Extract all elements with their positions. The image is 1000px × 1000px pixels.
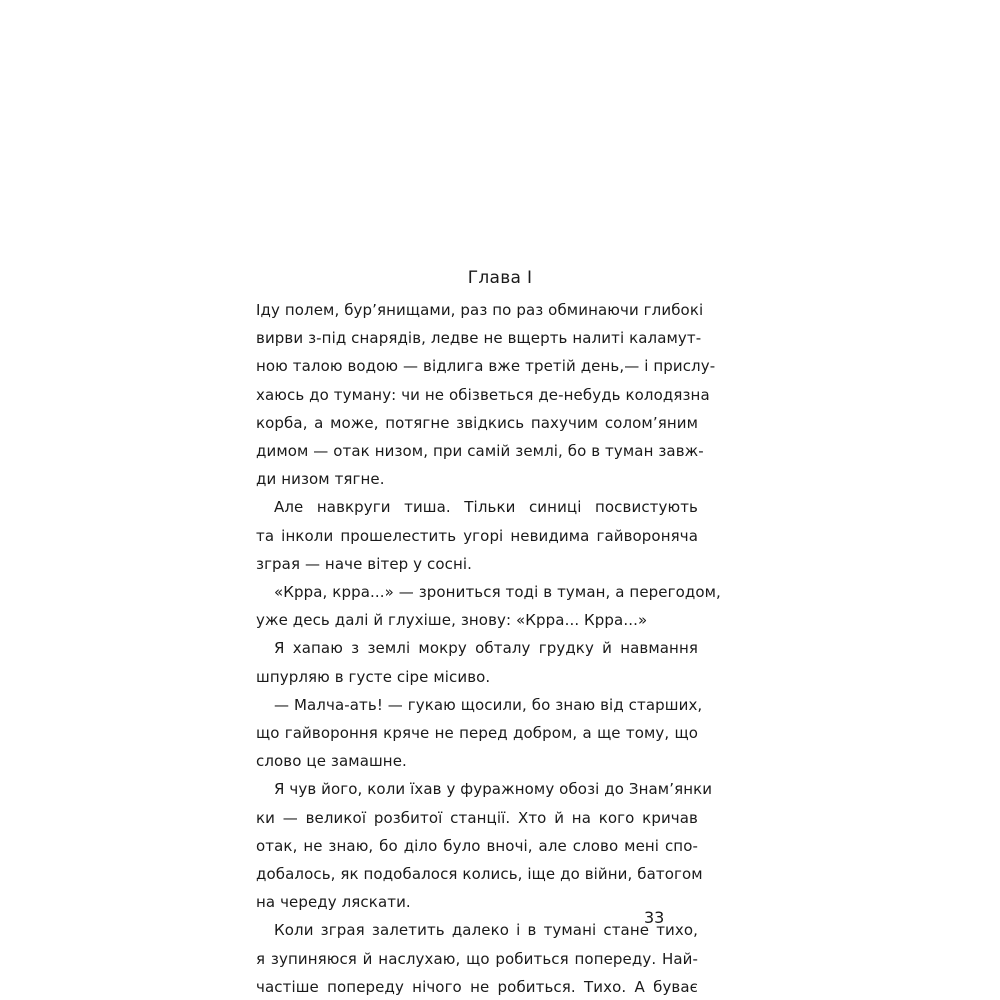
text-line: Коли зграя залетить далеко і в тумані стане тихо, [274, 921, 698, 940]
page-number: 33 [644, 908, 665, 927]
text-line: зграя — наче вітер у сосні. [256, 554, 473, 573]
text-line: частіше попереду нічого не робиться. Тихо. А буває [256, 977, 698, 996]
text-line: ди низом тягне. [256, 470, 385, 489]
text-line: хаюсь до туману: чи не обізветься де-небудь колодязна [256, 385, 710, 404]
text-line: та інколи прошелестить угорі невидима гайвороняча [256, 526, 698, 545]
text-line: «Крра, крра...» — зрониться тоді в туман, а перегодом, [274, 583, 721, 602]
chapter-title: Глава I [467, 268, 533, 288]
text-line: уже десь далі й глухіше, знову: «Крра... Крра...» [256, 611, 648, 630]
text-line: корба, а може, потягне звідкись пахучим солом’яним [256, 413, 698, 432]
text-line: я зупиняюся й наслухаю, що робиться попереду. Най- [256, 949, 698, 968]
text-line: що гайвороння кряче не перед добром, а ще тому, що [256, 724, 698, 743]
text-line: вирви з-під снарядів, ледве не вщерть налиті каламут- [256, 329, 702, 348]
text-line: Але навкруги тиша. Тільки синиці посвистують [274, 498, 698, 517]
text-line: отак, не знаю, бо діло було вночі, але слово мені спо- [256, 836, 698, 855]
text-line: добалось, як подобалося колись, іще до війни, батогом [256, 865, 703, 884]
text-line: димом — отак низом, при самій землі, бо в туман завж- [256, 442, 704, 461]
text-line: на череду ляскати. [256, 893, 411, 912]
text-line: — Малча-ать! — гукаю щосили, бо знаю від старших, [274, 695, 703, 714]
text-line: Іду полем, бур’янищами, раз по раз обминаючи глибокі [256, 301, 704, 319]
text-line: Я чув його, коли їхав у фуражному обозі до Знам’янки [274, 780, 713, 799]
text-line: слово це замашне. [256, 752, 407, 771]
body-text [256, 296, 721, 1000]
text-line: ки — великої розбитої станції. Хто й на кого кричав [256, 808, 698, 827]
text-line: шпурляю в густе сіре місиво. [256, 667, 491, 686]
text-line: ною талою водою — відлига вже третій день,— і прислу- [256, 357, 716, 376]
text-line: Я хапаю з землі мокру обталу грудку й навмання [274, 639, 698, 658]
